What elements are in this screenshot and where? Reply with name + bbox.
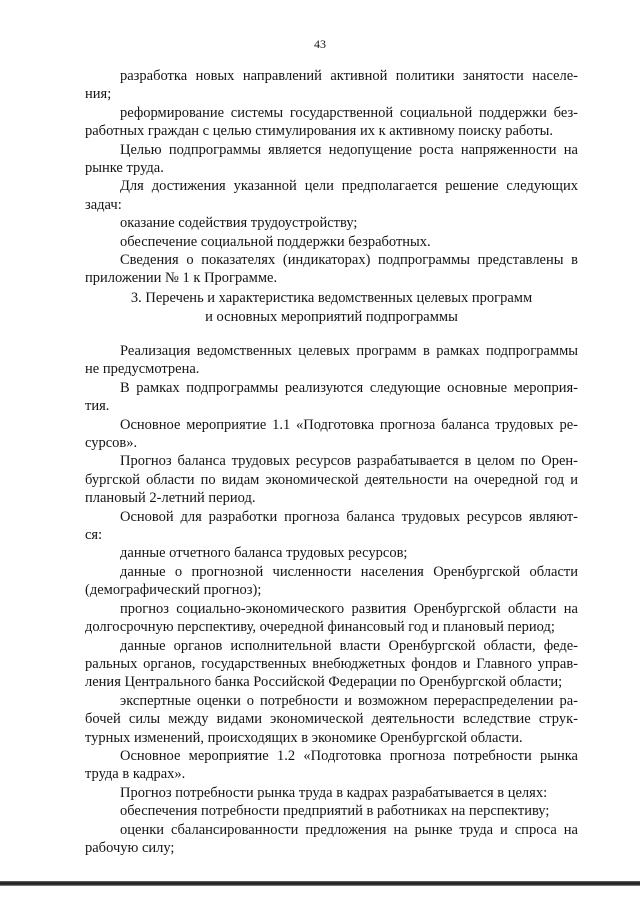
section-heading (85, 289, 578, 327)
paragraph (85, 784, 578, 802)
paragraph (85, 67, 578, 104)
paragraph (85, 692, 578, 747)
paragraph (85, 747, 578, 784)
heading-line: и основных мероприятий подпрограммы (205, 309, 458, 325)
text-line: В рамках подпрограммы реализуются следующие основные мероприя- (120, 379, 578, 396)
paragraph (85, 563, 578, 600)
text-line: не предусмотрена. (85, 361, 200, 378)
text-line: рынке труда. (85, 160, 164, 177)
text-line: долгосрочную перспективу, очередной финансовый год и плановый период; (85, 619, 555, 636)
text-line: рабочую силу; (85, 839, 175, 856)
paragraph (85, 342, 578, 379)
text-line: ся: (85, 527, 103, 544)
text-line: реформирование системы государственной социальной поддержки без- (120, 104, 578, 121)
paragraph (85, 233, 578, 251)
paragraph (85, 379, 578, 416)
text-line: приложении № 1 к Программе. (85, 270, 278, 287)
text-line: Сведения о показателях (индикаторах) подпрограммы представлены в (120, 252, 578, 269)
text-line: ления Центрального банка Российской Федерации по Оренбургской области; (85, 674, 563, 691)
paragraph (85, 177, 578, 214)
text-line: экспертные оценки о потребности и возможном перераспределении ра- (120, 692, 578, 709)
text-line: Для достижения указанной цели предполагается решение следующих (120, 178, 578, 195)
text-line: оказание содействия трудоустройству; (120, 215, 358, 232)
text-line: Реализация ведомственных целевых программ в рамках подпрограммы (120, 343, 578, 359)
text-line: работных граждан с целью стимулирования их к активному поиску работы. (85, 123, 554, 140)
text-line: бургской области по видам экономической деятельности на очередной год и (85, 471, 578, 488)
text-line: данные органов исполнительной власти Оренбургской области, феде- (120, 637, 578, 654)
paragraph (85, 544, 578, 562)
text-block-section3 (85, 342, 578, 857)
text-line: обеспечение социальной поддержки безработных. (120, 233, 431, 250)
paragraph (85, 802, 578, 820)
paragraph (85, 141, 578, 178)
text-line: Целью подпрограммы является недопущение роста напряженности на (120, 141, 578, 158)
text-line: Основой для разработки прогноза баланса трудовых ресурсов являют- (120, 508, 578, 525)
paragraph (85, 104, 578, 141)
text-line: Прогноз баланса трудовых ресурсов разрабатывается в целом по Орен- (120, 453, 578, 470)
text-block-intro (85, 67, 578, 288)
text-line: (демографический прогноз); (85, 582, 262, 599)
heading-line: 3. Перечень и характеристика ведомственных целевых программ (130, 290, 533, 306)
text-line: турных изменений, происходящих в экономике Оренбургской области. (85, 729, 523, 746)
text-line: обеспечения потребности предприятий в работниках на перспективу; (120, 803, 550, 820)
paragraph (85, 600, 578, 637)
text-line: данные отчетного баланса трудовых ресурсов; (120, 545, 408, 562)
text-line: бочей силы между видами экономической деятельности вследствие струк- (85, 711, 578, 728)
text-line: ния; (85, 86, 112, 103)
text-line: тия. (85, 398, 110, 415)
paragraph (85, 821, 578, 858)
paragraph (85, 508, 578, 545)
text-line: плановый 2-летний период. (85, 490, 256, 507)
paragraph (85, 452, 578, 507)
paragraph (85, 214, 578, 232)
scan-edge-bar (0, 881, 640, 886)
text-line: прогноз социально-экономического развития Оренбургской области на (120, 600, 578, 617)
paragraph (85, 251, 578, 288)
text-line: ральных органов, государственных внебюджетных фондов и Главного управ- (85, 655, 578, 672)
text-line: Прогноз потребности рынка труда в кадрах разрабатывается в целях: (120, 784, 548, 801)
text-line: Основное мероприятие 1.2 «Подготовка прогноза потребности рынка (120, 747, 578, 764)
text-line: задач: (85, 196, 122, 213)
text-line: труда в кадрах». (85, 766, 186, 783)
paragraph (85, 416, 578, 453)
text-line: разработка новых направлений активной политики занятости населе- (120, 68, 578, 84)
text-line: Основное мероприятие 1.1 «Подготовка прогноза баланса трудовых ре- (120, 416, 578, 433)
page-number: 43 (314, 37, 326, 51)
text-line: сурсов». (85, 435, 138, 452)
text-line: данные о прогнозной численности населения Оренбургской области (120, 563, 578, 580)
text-line: оценки сбалансированности предложения на рынке труда и спроса на (120, 821, 578, 838)
paragraph (85, 637, 578, 692)
